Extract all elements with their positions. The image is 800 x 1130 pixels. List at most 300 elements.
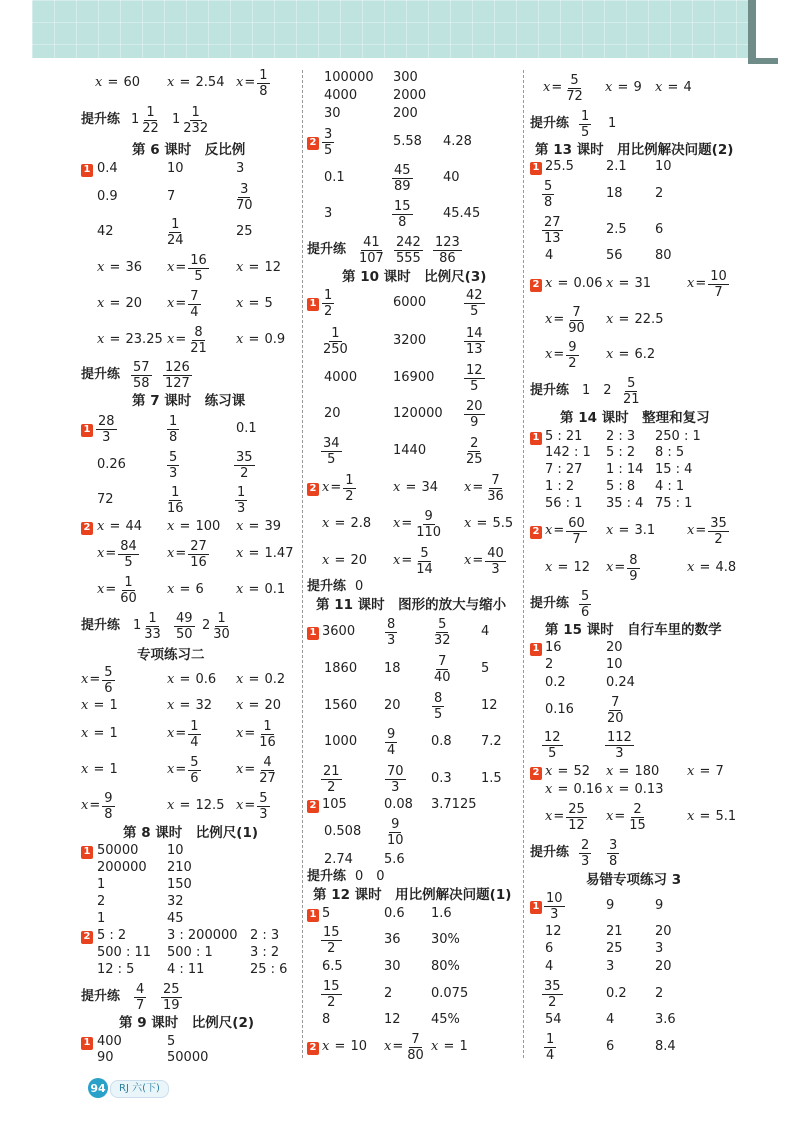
- value: 2 : 3: [606, 429, 636, 444]
- fraction: [605, 695, 626, 726]
- variable: x: [606, 809, 614, 824]
- answer-item: [578, 109, 592, 139]
- answer-item: [545, 802, 588, 832]
- value: 45%: [431, 1012, 460, 1027]
- value: 4.28: [443, 134, 472, 149]
- value: 32: [195, 698, 213, 713]
- denominator: 6: [581, 604, 590, 620]
- variable: x: [236, 75, 244, 90]
- fraction: [234, 450, 255, 481]
- practice-label: [530, 596, 569, 612]
- value: 3 : 2: [250, 945, 280, 960]
- denominator: 16: [259, 734, 276, 750]
- answer-item: [431, 906, 452, 922]
- numerator: 3: [324, 126, 333, 142]
- answer-item: [167, 945, 213, 961]
- denominator: 6: [104, 680, 113, 696]
- equals-sign: =: [244, 726, 256, 741]
- value: 0.2: [264, 672, 286, 687]
- value: 5.1: [715, 809, 737, 824]
- numerator: 3: [240, 181, 249, 197]
- value: 9: [606, 898, 615, 913]
- answer-item: [322, 473, 357, 503]
- answer-item: [202, 611, 233, 641]
- value: 1000: [324, 734, 358, 749]
- answer-item: [322, 624, 355, 640]
- value: 45: [167, 911, 184, 926]
- value: 提升练: [81, 367, 121, 382]
- denominator: 2: [548, 994, 557, 1010]
- denominator: 33: [144, 626, 161, 642]
- numerator: 1: [171, 484, 180, 500]
- answer-item: [321, 127, 335, 157]
- numerator: 5: [420, 545, 429, 561]
- numerator: 25: [568, 801, 585, 817]
- equals-sign: =: [553, 560, 573, 575]
- denominator: 5: [581, 124, 590, 140]
- value: 易错专项练习 3: [586, 872, 682, 888]
- numerator: 12: [466, 362, 483, 378]
- answer-item: [167, 1050, 208, 1066]
- numerator: 35: [544, 978, 561, 994]
- value: 56: [606, 248, 623, 263]
- answer-item: [443, 206, 480, 222]
- answer-item: [541, 215, 564, 245]
- answer-item: [133, 982, 147, 1012]
- question-number-badge: 1: [81, 1037, 93, 1050]
- fraction: [579, 589, 591, 620]
- answer-item: [605, 80, 642, 96]
- answer-item: [543, 891, 566, 921]
- denominator: 2: [327, 994, 336, 1010]
- value: 0.2: [606, 986, 627, 1001]
- value: 2.54: [195, 75, 225, 90]
- variable: x: [236, 698, 244, 713]
- value: 20: [655, 959, 672, 974]
- answer-item: [393, 295, 426, 311]
- value: 142 : 1: [545, 445, 591, 460]
- answer-item: [541, 979, 564, 1009]
- variable: x: [236, 519, 244, 534]
- fraction: [485, 546, 506, 577]
- equals-sign: =: [330, 480, 342, 495]
- answer-item: [481, 624, 489, 640]
- fraction: [627, 553, 639, 584]
- answer-item: [162, 360, 193, 390]
- variable: x: [322, 1039, 330, 1054]
- numerator: 60: [568, 515, 585, 531]
- answer-item: [578, 589, 592, 619]
- variable: x: [167, 260, 175, 275]
- variable: x: [167, 798, 175, 813]
- fraction: [234, 182, 255, 213]
- section-title: [586, 872, 681, 888]
- fraction: [161, 982, 182, 1013]
- denominator: 21: [190, 340, 207, 356]
- answer-item: [687, 809, 736, 825]
- value: 2.74: [324, 852, 353, 867]
- answer-item: [307, 134, 319, 150]
- fraction: [385, 817, 406, 848]
- value: 72: [97, 492, 114, 507]
- value: 25: [606, 941, 623, 956]
- numerator: 1: [124, 574, 133, 590]
- answer-item: [97, 860, 147, 876]
- answer-item: [97, 539, 140, 569]
- fraction: [627, 802, 648, 833]
- answer-item: [431, 959, 460, 975]
- answer-item: [324, 170, 345, 186]
- value: 2: [655, 186, 664, 201]
- answer-item: [356, 235, 387, 265]
- answer-item: [393, 509, 444, 539]
- value: 4: [545, 248, 554, 263]
- equals-sign: =: [175, 672, 195, 687]
- answer-item: [384, 959, 401, 975]
- practice-label: [307, 869, 346, 885]
- value: 1: [97, 911, 106, 926]
- answer-item: [545, 340, 580, 370]
- value: 3200: [393, 333, 427, 348]
- answer-item: [164, 485, 187, 515]
- answer-item: [393, 88, 426, 104]
- numerator: 9: [391, 816, 400, 832]
- value: 25.5: [545, 159, 574, 174]
- value: 200: [393, 106, 418, 121]
- value: 35 : 4: [606, 496, 644, 511]
- denominator: 24: [167, 232, 184, 248]
- fraction: [188, 325, 209, 356]
- denominator: 3: [237, 500, 246, 516]
- numerator: 8: [194, 324, 203, 340]
- variable: x: [236, 546, 244, 561]
- variable: x: [97, 582, 105, 597]
- answer-item: [307, 1039, 319, 1055]
- answer-item: [167, 1034, 175, 1050]
- value: 12: [545, 924, 562, 939]
- numerator: 5: [190, 754, 199, 770]
- answer-item: [687, 764, 724, 780]
- numerator: 1: [190, 718, 199, 734]
- answer-item: [236, 582, 285, 598]
- whole-part: 1: [172, 112, 181, 127]
- answer-item: [606, 1039, 614, 1055]
- answer-item: [655, 445, 684, 461]
- value: 1: [109, 762, 118, 777]
- equals-sign: =: [553, 782, 573, 797]
- answer-item: [606, 675, 635, 691]
- variable: x: [81, 672, 89, 687]
- answer-item: [384, 852, 405, 868]
- answer-item: [81, 161, 93, 177]
- value: 提升练: [530, 116, 570, 131]
- question-number-badge: 1: [81, 846, 93, 859]
- fraction: [321, 979, 342, 1010]
- question-number-badge: 2: [307, 800, 319, 813]
- value: 5 : 21: [545, 429, 583, 444]
- fraction: [142, 611, 163, 642]
- value: 18: [384, 661, 401, 676]
- variable: x: [236, 582, 244, 597]
- denominator: 8: [398, 214, 407, 230]
- numerator: 10: [710, 268, 727, 284]
- fraction: [188, 719, 200, 750]
- value: 0.4: [97, 161, 118, 176]
- variable: x: [431, 1039, 439, 1054]
- variable: x: [167, 582, 175, 597]
- value: 0.1: [264, 582, 286, 597]
- numerator: 20: [466, 398, 483, 414]
- answer-item: [606, 186, 623, 202]
- answer-item: [81, 843, 93, 859]
- answer-item: [97, 877, 105, 893]
- equals-sign: =: [175, 332, 187, 347]
- equals-sign: =: [614, 782, 634, 797]
- equals-sign: =: [614, 764, 634, 779]
- denominator: 555: [396, 250, 421, 266]
- value: 30%: [431, 932, 460, 947]
- numerator: 7: [491, 472, 500, 488]
- answer-item: [322, 516, 371, 532]
- answer-item: [81, 665, 116, 695]
- value: 5: [167, 1034, 176, 1049]
- answer-item: [97, 332, 163, 348]
- variable: x: [545, 560, 553, 575]
- value: 3.7125: [431, 797, 477, 812]
- value: 1 2: [582, 383, 612, 398]
- answer-item: [97, 189, 118, 205]
- denominator: 16: [167, 500, 184, 516]
- denominator: 3: [615, 745, 624, 761]
- answer-item: [384, 932, 401, 948]
- value: 20: [655, 924, 672, 939]
- answer-item: [545, 462, 582, 478]
- denominator: 5: [324, 142, 333, 158]
- denominator: 80: [407, 1047, 424, 1063]
- answer-item: [543, 1032, 557, 1062]
- fraction: [321, 925, 342, 956]
- answer-item: [463, 326, 486, 356]
- answer-item: [687, 516, 730, 546]
- value: 9: [633, 80, 642, 95]
- equals-sign: =: [613, 80, 633, 95]
- answer-item: [530, 276, 542, 292]
- numerator: 8: [387, 616, 396, 632]
- answer-item: [463, 363, 486, 393]
- equals-sign: =: [244, 798, 256, 813]
- equals-sign: =: [105, 582, 117, 597]
- variable: x: [81, 726, 89, 741]
- answer-item: [443, 170, 460, 186]
- answer-item: [324, 824, 361, 840]
- numerator: 1: [146, 104, 155, 120]
- value: 80: [655, 248, 672, 263]
- equals-sign: =: [614, 312, 634, 327]
- denominator: 4: [190, 304, 199, 320]
- answer-item: [443, 134, 472, 150]
- fraction: [464, 288, 485, 319]
- value: 54: [545, 1012, 562, 1027]
- page-header-band: [32, 0, 750, 58]
- equals-sign: =: [695, 560, 715, 575]
- answer-item: [545, 1012, 562, 1028]
- answer-item: [355, 579, 363, 595]
- equals-sign: =: [89, 726, 109, 741]
- answer-item: [160, 982, 183, 1012]
- answer-item: [97, 492, 114, 508]
- value: 第 9 课时 比例尺(2): [119, 1015, 255, 1031]
- fraction: [566, 340, 578, 371]
- variable: x: [97, 296, 105, 311]
- value: 0.24: [606, 675, 635, 690]
- variable: x: [236, 296, 244, 311]
- numerator: 112: [607, 729, 632, 745]
- variable: x: [97, 332, 105, 347]
- value: 20: [350, 553, 368, 568]
- value: 56 : 1: [545, 496, 583, 511]
- numerator: 27: [190, 538, 207, 554]
- variable: x: [687, 523, 695, 538]
- equals-sign: =: [89, 672, 101, 687]
- answer-item: [97, 945, 151, 961]
- fraction: [607, 838, 619, 869]
- variable: x: [236, 798, 244, 813]
- answer-item: [391, 199, 414, 229]
- numerator: 8: [629, 552, 638, 568]
- denominator: 3: [259, 806, 268, 822]
- numerator: 9: [104, 790, 113, 806]
- denominator: 22: [142, 120, 159, 136]
- answer-item: [236, 672, 285, 688]
- value: 45.45: [443, 206, 481, 221]
- numerator: 5: [581, 588, 590, 604]
- equals-sign: =: [175, 726, 187, 741]
- value: 7: [715, 764, 724, 779]
- variable: x: [655, 80, 663, 95]
- fraction: [118, 575, 139, 606]
- value: 20: [264, 698, 282, 713]
- fraction: [414, 546, 435, 577]
- denominator: 89: [394, 178, 411, 194]
- value: 0 0: [355, 869, 385, 884]
- variable: x: [464, 553, 472, 568]
- answer-item: [606, 782, 663, 798]
- fraction: [432, 654, 453, 685]
- section-title: [560, 410, 710, 426]
- answer-item: [97, 260, 142, 276]
- fraction: [134, 982, 146, 1013]
- denominator: 16: [190, 554, 207, 570]
- answer-item: [97, 457, 126, 473]
- variable: x: [545, 809, 553, 824]
- answer-item: [167, 911, 184, 927]
- answer-item: [393, 134, 422, 150]
- equals-sign: =: [105, 519, 125, 534]
- fraction: [394, 235, 423, 266]
- numerator: 1: [546, 1031, 555, 1047]
- denominator: 30: [213, 626, 230, 642]
- answer-item: [393, 480, 438, 496]
- answer-item: [530, 640, 542, 656]
- denominator: 15: [629, 817, 646, 833]
- value: 7.2: [481, 734, 502, 749]
- answer-item: [131, 105, 162, 135]
- variable: x: [81, 698, 89, 713]
- variable: x: [393, 516, 401, 531]
- answer-item: [582, 383, 612, 399]
- page-edge-tab: [748, 0, 756, 64]
- whole-part: 2: [202, 618, 211, 633]
- value: 4000: [324, 88, 358, 103]
- numerator: 25: [163, 981, 180, 997]
- equals-sign: =: [553, 276, 573, 291]
- numerator: 8: [434, 690, 443, 706]
- equals-sign: =: [614, 347, 634, 362]
- value: 20: [125, 296, 143, 311]
- answer-item: [393, 443, 426, 459]
- fraction: [385, 764, 406, 795]
- value: 30: [324, 106, 341, 121]
- denominator: 7: [136, 997, 145, 1013]
- value: 4.8: [715, 560, 737, 575]
- value: 210: [167, 860, 192, 875]
- variable: x: [687, 809, 695, 824]
- fraction: [392, 199, 413, 230]
- numerator: 9: [387, 726, 396, 742]
- answer-item: [167, 894, 184, 910]
- answer-item: [431, 1039, 468, 1055]
- numerator: 242: [396, 234, 421, 250]
- value: 12: [573, 560, 591, 575]
- answer-item: [655, 222, 663, 238]
- numerator: 5: [627, 375, 636, 391]
- denominator: 19: [163, 997, 180, 1013]
- value: 1: [97, 877, 106, 892]
- question-number-badge: 1: [530, 162, 542, 175]
- equals-sign: =: [553, 764, 573, 779]
- numerator: 1: [237, 484, 246, 500]
- answer-item: [541, 179, 555, 209]
- value: 3: [606, 959, 615, 974]
- answer-item: [167, 582, 204, 598]
- denominator: 3: [581, 853, 590, 869]
- answer-item: [606, 941, 623, 957]
- value: 200000: [97, 860, 147, 875]
- question-number-badge: 2: [307, 1042, 319, 1055]
- answer-item: [130, 360, 153, 390]
- section-title: [313, 887, 511, 903]
- variable: x: [606, 764, 614, 779]
- value: 0.6: [195, 672, 217, 687]
- answer-item: [393, 546, 436, 576]
- value: 500 : 11: [97, 945, 151, 960]
- answer-item: [250, 945, 279, 961]
- variable: x: [464, 516, 472, 531]
- answer-item: [578, 838, 592, 868]
- denominator: 3: [391, 779, 400, 795]
- answer-item: [655, 429, 701, 445]
- answer-item: [95, 414, 118, 444]
- value: 12: [481, 698, 498, 713]
- equals-sign: =: [392, 1039, 404, 1054]
- answer-item: [606, 496, 643, 512]
- answer-item: [324, 370, 357, 386]
- answer-item: [606, 640, 623, 656]
- value: 第 7 课时 练习课: [132, 393, 246, 409]
- numerator: 2: [633, 801, 642, 817]
- answer-item: [606, 959, 614, 975]
- equals-sign: =: [105, 332, 125, 347]
